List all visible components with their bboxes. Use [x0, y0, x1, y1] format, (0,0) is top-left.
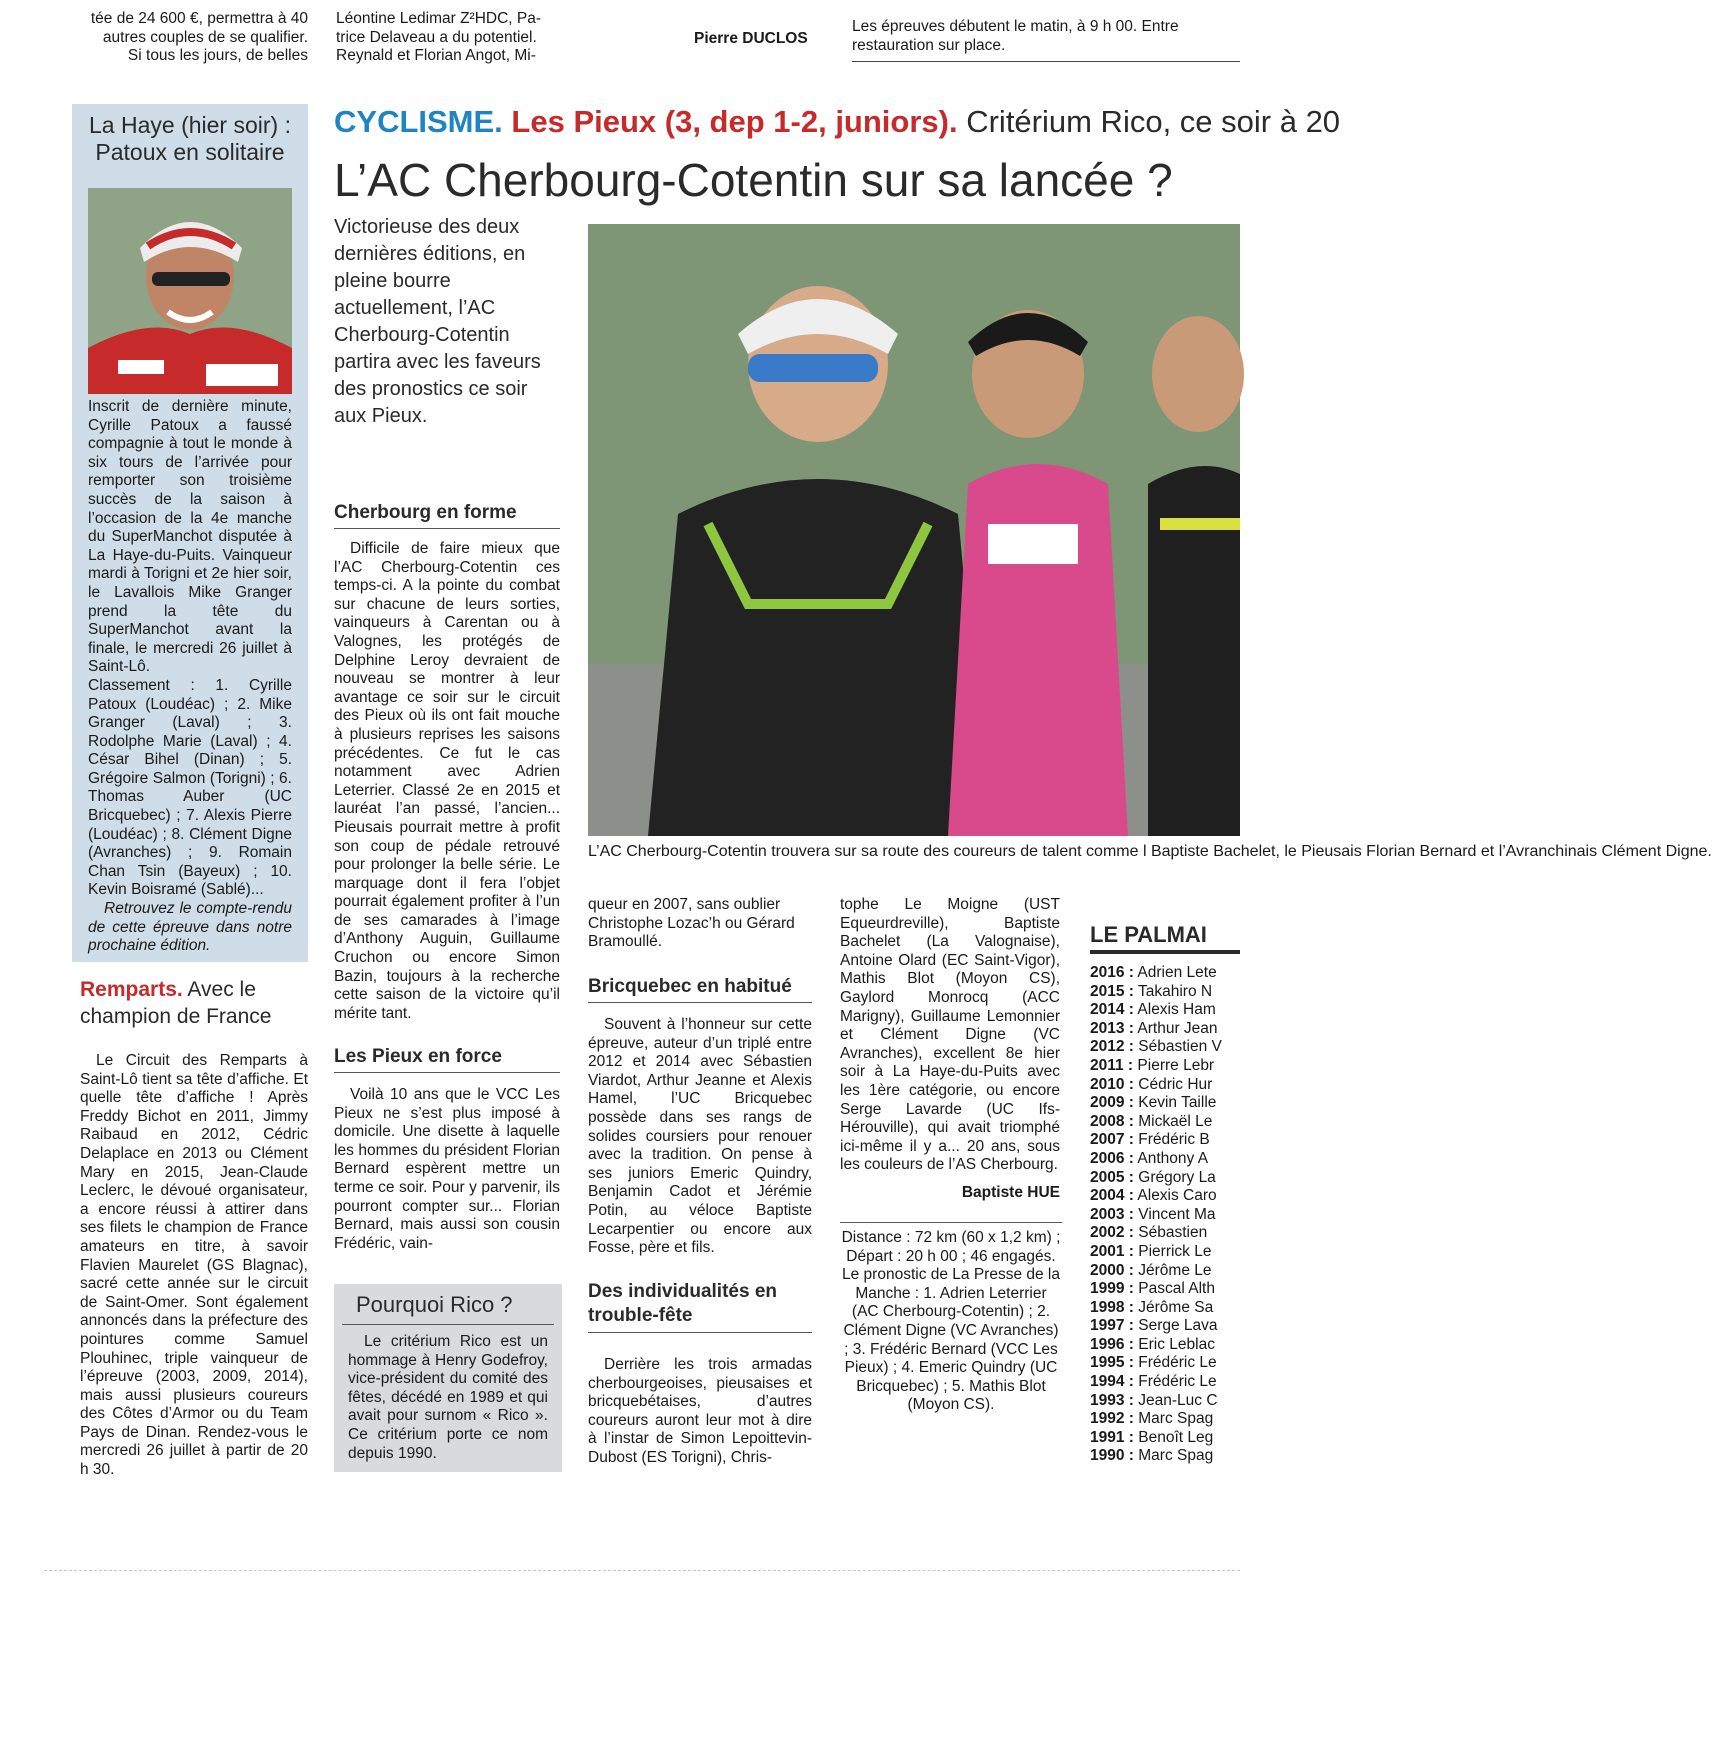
palmares-row	[1090, 1150, 1240, 1169]
palmares-row	[1090, 1020, 1240, 1039]
palmares-year: 1995 :	[1090, 1354, 1134, 1372]
palmares-row	[1090, 1243, 1240, 1262]
palmares-year: 2010 :	[1090, 1075, 1134, 1093]
article-signature: Baptiste HUE	[961, 1184, 1060, 1201]
palmares-winner: Frédéric B	[1138, 1131, 1210, 1149]
palmares-row	[1090, 1187, 1240, 1206]
palmares-year: 1999 :	[1090, 1280, 1134, 1298]
palmares-year: 2002 :	[1090, 1224, 1134, 1242]
palmares-year: 1992 :	[1090, 1410, 1134, 1428]
palmares-year: 1993 :	[1090, 1391, 1134, 1409]
palmares-winner: Takahiro N	[1137, 982, 1213, 1000]
palmares-year: 2005 :	[1090, 1168, 1134, 1186]
palmares-row	[1090, 1169, 1240, 1188]
palmares-winner: Jérôme Sa	[1138, 1298, 1214, 1316]
top-strip-signature: Pierre DUCLOS	[694, 30, 808, 47]
palmares-winner: Cédric Hur	[1138, 1075, 1213, 1093]
palmares-row	[1090, 1447, 1240, 1466]
pourquoi-rico-box	[334, 1284, 562, 1472]
palmares-winner: Frédéric Le	[1138, 1354, 1217, 1372]
palmares-winner: Benoît Leg	[1138, 1428, 1214, 1446]
palmares-year: 2012 :	[1090, 1038, 1134, 1056]
article-kicker: CYCLISME. Les Pieux (3, dep 1-2, juniors). Critérium Rico, ce soir à 20	[334, 104, 1341, 139]
palmares-year: 1997 :	[1090, 1317, 1134, 1335]
palmares-row	[1090, 1131, 1240, 1150]
palmares-winner: Jean-Luc C	[1138, 1391, 1218, 1409]
top-strip-col1: tée de 24 600 €, permettra à 40 autres couples de se qualifier. Si tous les jours, de belles	[90, 10, 308, 65]
col4-text: tophe Le Moigne (UST Equeurdreville), Baptiste Bachelet (La Valognaise), Antoine Olard (EC Saint-Vigor), Mathis Blot (Moyon CS), Gaylord Monrocq (ACC Marigny), Guillaume Lemonnier et Clément Digne (VC Avranches), excellent 8e hier soir à La Haye-du-Puits avec les 1ère catégorie, ou encore Serge Lavarde (UC Ifs-Hérouville), qui avait triomphé ici-même il y a... 20 ans, sous les couleurs de l’AS Cherbourg.	[840, 896, 1060, 1174]
section-individualites-text: Derrière les trois armadas cherbourgeoises, pieusaises et bricquebétaises, d’autres coureurs auront leur mot à dire à l’instar de Simon Lepoittevin-Dubost (ES Torigni), Chris-	[588, 1356, 812, 1466]
palmares-row	[1090, 1280, 1240, 1299]
section-les-pieux-text: Voilà 10 ans que le VCC Les Pieux ne s’est plus imposé à domicile. Une disette à laquelle les hommes du président Florian Bernard espèrent mettre un terme ce soir. Pour y parvenir, ils pourront compter sur... Florian Bernard, mais aussi son cousin Frédéric, vain-	[334, 1086, 560, 1252]
palmares-winner: Marc Spag	[1138, 1410, 1214, 1428]
palmares-winner: Sébastien V	[1138, 1038, 1222, 1056]
palmares-winner: Marc Spag	[1138, 1447, 1214, 1465]
palmares-winner: Sébastien	[1138, 1224, 1208, 1242]
palmares-year: 2004 :	[1090, 1187, 1134, 1205]
palmares-row	[1090, 1373, 1240, 1392]
palmares-row	[1090, 964, 1240, 983]
palmares-winner: Anthony A	[1137, 1149, 1209, 1167]
palmares-row	[1090, 1354, 1240, 1373]
palmares-row	[1090, 1262, 1240, 1281]
palmares-year: 2009 :	[1090, 1094, 1134, 1112]
palmares-row	[1090, 1392, 1240, 1411]
palmares-row	[1090, 1429, 1240, 1448]
palmares-year: 1994 :	[1090, 1373, 1134, 1391]
palmares-row	[1090, 1057, 1240, 1076]
palmares-row	[1090, 1317, 1240, 1336]
subhead-individualites: Des individualités en trouble-fête	[588, 1280, 812, 1333]
palmares-row	[1090, 1299, 1240, 1318]
palmares-winner: Pierrick Le	[1138, 1242, 1212, 1260]
palmares-winner: Frédéric Le	[1138, 1373, 1217, 1391]
palmares-winner: Eric Leblac	[1138, 1335, 1215, 1353]
rico-text: Le critérium Rico est un hommage à Henry Godefroy, vice-président du comité des fêtes, décédé en 1989 et qui avait pour surnom « Rico ». Ce critérium porte ce nom depuis 1990.	[348, 1333, 548, 1462]
sidebar-heading: La Haye (hier soir) : Patoux en solitaire	[89, 112, 291, 165]
palmares-year: 2001 :	[1090, 1242, 1134, 1260]
top-strip-col2: Léontine Ledimar Z²HDC, Pa- trice Delaveau a du potentiel. Reynald et Florian Angot, Mi-	[336, 10, 542, 65]
remparts-heading: Remparts. Avec le champion de France	[80, 978, 272, 1028]
remparts-text: Le Circuit des Remparts à Saint-Lô tient sa tête d’affiche. Et quelle tête d’affiche ! Après Freddy Bichot en 2011, Jimmy Raibaud en 2012, Cédric Delaplace en 2013 ou Clément Mary en 2015, Jean-Claude Leclerc, le dévoué organisateur, a encore réussi à attirer dans ses filets le champion de France amateurs en titre, à savoir Flavien Maurelet (GS Blagnac), sacré cette année sur le circuit de Saint-Omer. Sont également annoncés dans la préfecture des pointures comme Samuel Plouhinec, triple vainqueur de l’épreuve (2003, 2009, 2014), mais aussi plusieurs coureurs des Côtes d’Armor ou du Team Pays de Dinan. Rendez-vous le mercredi 26 juillet à partir de 20 h 30.	[80, 1052, 308, 1479]
subhead-les-pieux: Les Pieux en force	[334, 1046, 560, 1073]
palmares-year: 2000 :	[1090, 1261, 1134, 1279]
palmares-winner: Alexis Ham	[1137, 1001, 1216, 1019]
palmares-year: 2016 :	[1090, 964, 1134, 981]
subhead-cherbourg: Cherbourg en forme	[334, 502, 560, 529]
palmares-row	[1090, 1038, 1240, 1057]
palmares-row	[1090, 1094, 1240, 1113]
palmares-row	[1090, 1410, 1240, 1429]
palmares-row	[1090, 1001, 1240, 1020]
palmares-year: 2008 :	[1090, 1112, 1134, 1130]
palmares-winner: Grégory La	[1138, 1168, 1216, 1186]
palmares-year: 1998 :	[1090, 1298, 1134, 1316]
palmares-winner: Pierre Lebr	[1137, 1056, 1215, 1074]
palmares-year: 2006 :	[1090, 1149, 1134, 1167]
palmares-year: 1990 :	[1090, 1447, 1134, 1465]
palmares-year: 1996 :	[1090, 1335, 1134, 1353]
palmares-year: 1991 :	[1090, 1428, 1134, 1446]
section-cherbourg-text: Difficile de faire mieux que l’AC Cherbourg-Cotentin ces temps-ci. A la pointe du combat sur chacune de leurs sorties, vainqueurs à Carentan ou à Valognes, les protégés de Delphine Leroy devraient de nouveau se montrer à leur avantage ce soir sur le circuit des Pieux où ils ont fait mouche à plusieurs reprises les saisons précédentes. Ce fut le cas notamment avec Adrien Leterrier. Classé 2e en 2015 et lauréat l’an passé, l’ancien... Pieusais pourrait mettre à profit son coup de pédale retrouvé pour prolonger la belle série. Le marquage dont il fera l’objet pourrait également profiter à l’un de ses camarades à l’image d’Anthony Auguin, Guillaume Cruchon ou encore Simon Bazin, toujours à la recherche cette saison de la victoire qu’il mérite tant.	[334, 540, 560, 1022]
sidebar-text: Inscrit de dernière minute, Cyrille Patoux a faussé compagnie à tout le monde à six tours de l’arrivée pour remporter son troisième succès de la saison à l’occasion de la 4e manche du SuperManchot disputée à La Haye-du-Puits. Vainqueur mardi à Torigni et 2e hier soir, le Lavallois Mike Granger prend la tête du SuperManchot avant la finale, le mercredi 26 juillet à Saint-Lô. Classement : 1. Cyrille Patoux (Loudéac) ; 2. Mike Granger (Laval) ; 3. Rodolphe Marie (Laval) ; 4. César Bihel (Dinan) ; 5. Grégoire Salmon (Torigni) ; 6. Thomas Auber (UC Bricquebec) ; 7. Alexis Pierre (Loudéac) ; 8. Clément Digne (Avranches) ; 9. Romain Chan Tsin (Bayeux) ; 10. Kevin Boisramé (Sablé)... Retrouvez le compte-rendu de cette épreuve dans notre prochaine édition.	[88, 398, 292, 955]
article-headline: L’AC Cherbourg-Cotentin sur sa lancée ?	[334, 154, 1173, 206]
section-bricquebec-text: Souvent à l’honneur sur cette épreuve, auteur d’un triplé entre 2012 et 2014 avec Sébastien Viardot, Arthur Jeanne et Alexis Hamel, l’UC Bricquebec possède dans ses rangs de solides coursiers pour renouer avec la tradition. On pense à ses juniors Emeric Quindry, Benjamin Cadot et Jérémie Potin, au véloce Baptiste Lecarpentier ou encore aux Fosse, père et fils.	[588, 1016, 812, 1257]
page-fold-line	[44, 1570, 1240, 1571]
palmares	[1090, 922, 1240, 1466]
info-distance: Distance : 72 km (60 x 1,2 km) ; Départ : 20 h 00 ; 46 engagés.	[841, 1229, 1061, 1265]
palmares-row	[1090, 1336, 1240, 1355]
photo-caption: L’AC Cherbourg-Cotentin trouvera sur sa route des coureurs de talent comme l Baptiste Bachelet, le Pieusais Florian Bernard et l’Avranchinais Clément Digne.	[588, 843, 1712, 860]
palmares-year: 2014 :	[1090, 1001, 1134, 1019]
sidebar-la-haye	[72, 104, 308, 962]
palmares-winner: Pascal Alth	[1138, 1280, 1215, 1298]
info-box	[840, 1222, 1062, 1415]
palmares-row	[1090, 1113, 1240, 1132]
palmares-winner: Jérôme Le	[1138, 1261, 1212, 1279]
palmares-winner: Kevin Taille	[1138, 1094, 1217, 1112]
palmares-winner: Vincent Ma	[1138, 1205, 1216, 1223]
palmares-list	[1090, 964, 1240, 1466]
palmares-year: 2013 :	[1090, 1019, 1134, 1037]
palmares-year: 2003 :	[1090, 1205, 1134, 1223]
palmares-row	[1090, 1224, 1240, 1243]
palmares-title: LE PALMAI	[1090, 922, 1240, 954]
palmares-winner: Serge Lava	[1138, 1317, 1218, 1335]
palmares-year: 2011 :	[1090, 1056, 1134, 1074]
palmares-row	[1090, 1076, 1240, 1095]
palmares-winner: Alexis Caro	[1137, 1187, 1217, 1205]
palmares-year: 2007 :	[1090, 1131, 1134, 1149]
col3-top-text: queur en 2007, sans oublier Christophe Lozac’h ou Gérard Bramoullé.	[588, 896, 795, 951]
subhead-bricquebec: Bricquebec en habitué	[588, 976, 812, 1003]
palmares-row	[1090, 983, 1240, 1002]
palmares-winner: Arthur Jean	[1137, 1019, 1218, 1037]
palmares-row	[1090, 1206, 1240, 1225]
palmares-year: 2015 :	[1090, 982, 1134, 1000]
palmares-winner: Adrien Lete	[1137, 964, 1217, 981]
palmares-winner: Mickaël Le	[1138, 1112, 1213, 1130]
cyclist-portrait-icon	[88, 188, 292, 394]
cyclists-peloton-photo-icon	[588, 224, 1240, 836]
article-chapo: Victorieuse des deux dernières éditions, en pleine bourre actuellement, l’AC Cherbourg-Cotentin partira avec les faveurs des pronostics ce soir aux Pieux.	[334, 216, 541, 427]
top-strip-col4: Les épreuves débutent le matin, à 9 h 00. Entre restauration sur place.	[852, 18, 1240, 62]
info-pronostic: Le pronostic de La Presse de la Manche : 1. Adrien Leterrier (AC Cherbourg-Cotentin) ; 2. Clément Digne (VC Avranches) ; 3. Frédéric Bernard (VCC Les Pieux) ; 4. Emeric Quindry (UC Bricquebec) ; 5. Mathis Blot (Moyon CS).	[842, 1266, 1060, 1414]
rico-heading: Pourquoi Rico ?	[342, 1284, 554, 1325]
